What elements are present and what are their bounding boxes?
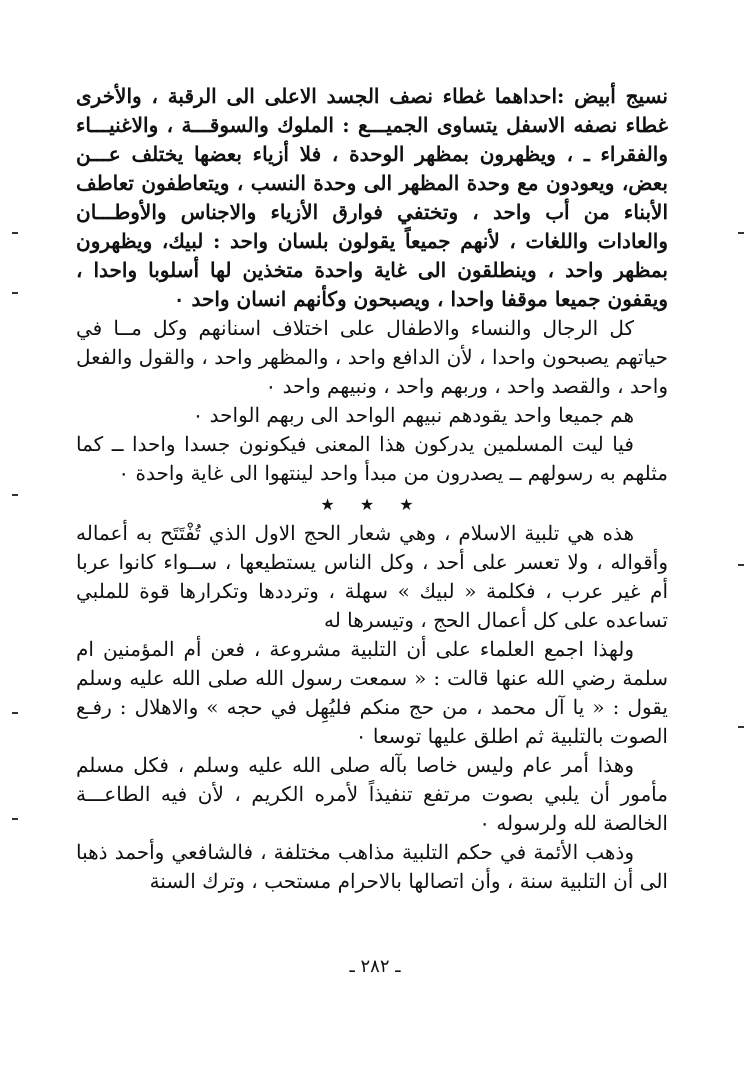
margin-mark: [12, 292, 18, 294]
margin-mark: [738, 232, 744, 234]
margin-mark: [738, 726, 744, 728]
margin-mark: [12, 818, 18, 820]
paragraph-talbiya-slogan: هذه هي تلبية الاسلام ، وهي شعار الحج الاول الذي تُفْتَتَح به أعماله وأقواله ، ولا تعسر على أحد ، وكل الناس يستطيعها ، ســواء كانوا عربا أم غير عرب ، فكلمة « لبيك » سهلة ، وترددها وتكرارها قوة للملبي تساعده على كل أعمال الحج ، وتيسرها له: [76, 521, 668, 632]
paragraph-wish-muslims: فيا ليت المسلمين يدركون هذا المعنى فيكونون جسدا واحدا ــ كما مثلهم به رسولهم ــ يصدرون من مبدأ واحد لينتهوا الى غاية واحدة ٠: [76, 432, 668, 485]
paragraph-general-command: وهذا أمر عام وليس خاصا بآله صلى الله عليه وسلم ، فكل مسلم مأمور أن يلبي بصوت مرتفع تنفيذاً لأمره الكريم ، لأن فيه الطاعـــة الخالصة لله ولرسوله ٠: [76, 753, 668, 835]
body-text: [76, 82, 668, 896]
margin-mark: [12, 712, 18, 714]
paragraph-imams-opinions: وذهب الأئمة في حكم التلبية مذاهب مختلفة ، فالشافعي وأحمد ذهبا الى أن التلبية سنة ، وأن اتصالها بالاحرام مستحب ، وترك السنة: [76, 840, 668, 893]
paragraph-all-one: كل الرجال والنساء والاطفال على اختلاف اسنانهم وكل مــا في حياتهم يصبحون واحدا ، لأن الدافع واحد ، والمظهر واحد ، والقول والفعل واحد ، والقصد واحد ، وربهم واحد ، ونبيهم واحد ٠: [76, 316, 668, 398]
margin-mark: [738, 564, 744, 566]
margin-mark: [12, 232, 18, 234]
page-number: ـ ٢٨٢ ـ: [349, 956, 401, 977]
section-separator: ★ ★ ★: [320, 495, 424, 514]
paragraph-scholars-agree: ولهذا اجمع العلماء على أن التلبية مشروعة ، فعن أم المؤمنين ام سلمة رضي الله عنها قالت : « سمعت رسول الله صلى الله عليه وسلم يقول : « يا آل محمد ، من حج منكم فليُهِل في حجه » والاهلال : رفـع الصوت بالتلبية ثم اطلق عليها توسعا ٠: [76, 637, 668, 748]
margin-mark: [12, 494, 18, 496]
paragraph-one-prophet: هم جميعا واحد يقودهم نبيهم الواحد الى ربهم الواحد ٠: [192, 403, 634, 427]
paragraph-ihram-garments: نسيج أبيض :احداهما غطاء نصف الجسد الاعلى الى الرقبة ، والأخرى غطاء نصفه الاسفل يتساوى الجميـــع : الملوك والسوقـــة ، والاغنيـــاء والفقراء ـ ، ويظهرون بمظهر الوحدة ، فلا أزياء بعضها يختلف عـــن بعض، ويعودون مع وحدة المظهر الى وحدة النسب ، ويتعاطفون تعاطف الأبناء من أب واحد ، وتختفي فوارق الأزياء والاجناس والأوطـــان والعادات واللغات ، لأنهم جميعاً يقولون بلسان واحد : لبيك، ويظهرون بمظهر واحد ، وينطلقون الى غاية واحدة متخذين لها أسلوبا واحدا ، ويقفون جميعا موقفا واحدا ، ويصبحون وكأنهم انسان واحد ٠: [76, 84, 669, 311]
